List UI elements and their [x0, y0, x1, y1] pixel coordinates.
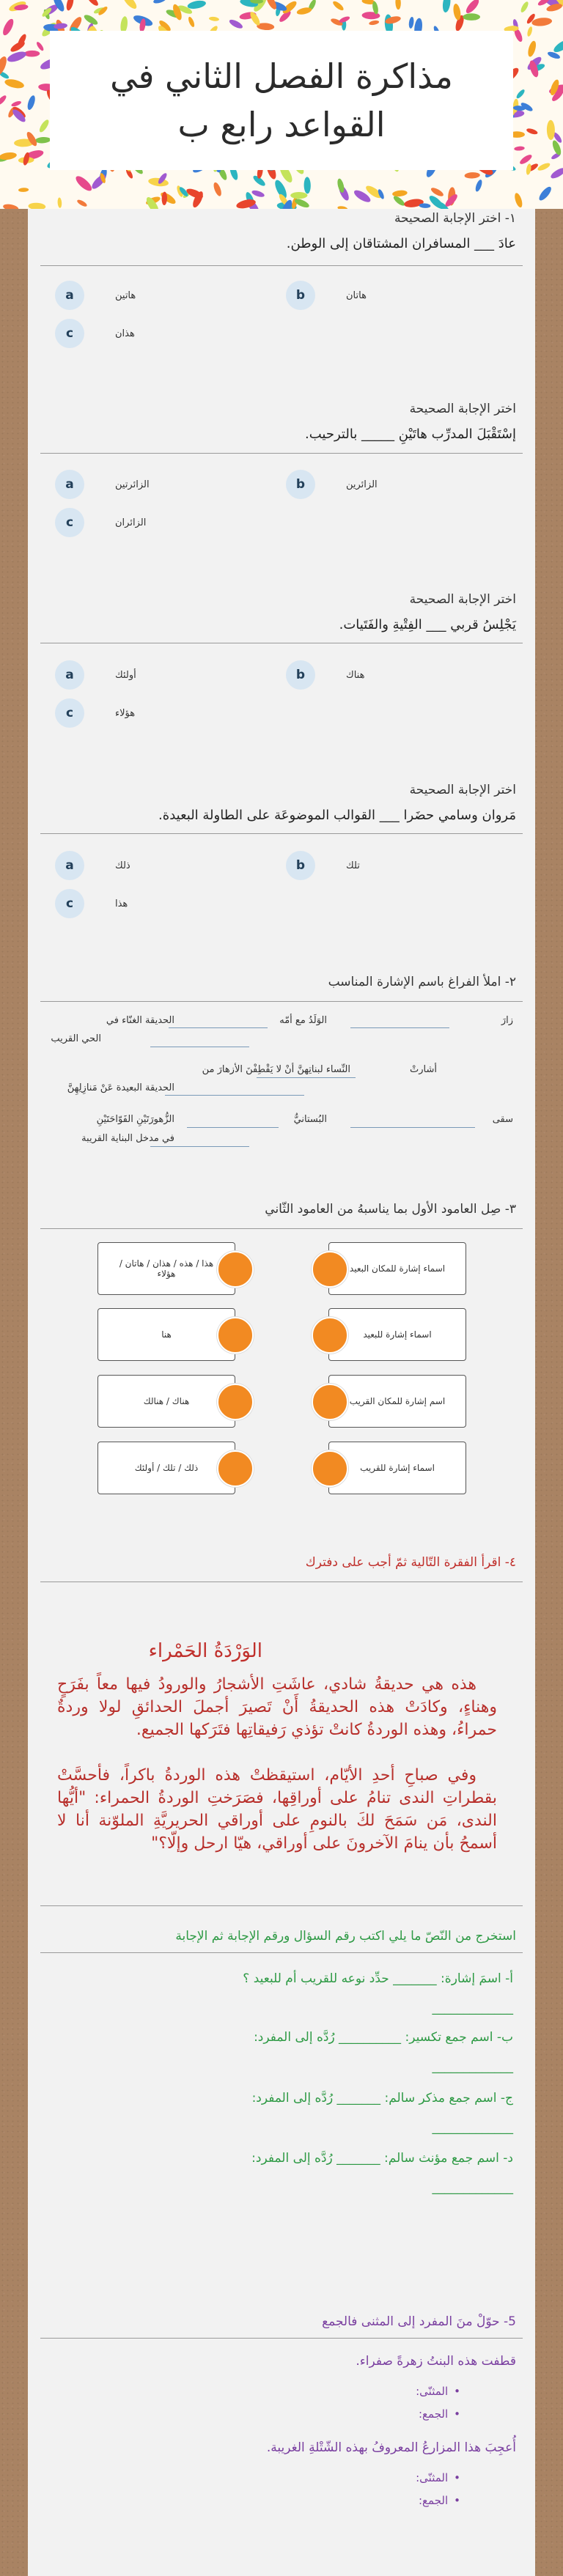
- option-label: هاتان: [346, 289, 367, 301]
- q5-s2-dual: • المثنّى:: [416, 2471, 460, 2484]
- divider: [40, 833, 523, 834]
- q2-row1-end: الحي القريب: [51, 1033, 101, 1044]
- match-left-item[interactable]: هنا: [97, 1308, 235, 1361]
- q1-item2-heading: اختر الإجابة الصحيحة: [409, 402, 516, 416]
- divider: [40, 1228, 523, 1229]
- q1-heading: ١- اختر الإجابة الصحيحة: [394, 211, 516, 226]
- q5-heading: 5- حوّلْ منَ المفرد إلى المثنى فالجمع: [322, 2314, 516, 2329]
- story-title: الوَرْدَةُ الحَمْراء: [148, 1640, 262, 1662]
- option-label: هؤلاء: [115, 707, 136, 719]
- option-label: هاتين: [115, 289, 136, 301]
- option-label: هناك: [346, 669, 365, 681]
- header-banner: [0, 0, 563, 209]
- q4b-item: ب- اسم جمع تكسير: __________ رُدَّه إلى المفرد:: [254, 2030, 513, 2045]
- match-right-dot[interactable]: [312, 1384, 348, 1420]
- option-label: الزائرتين: [115, 479, 150, 490]
- match-left-item[interactable]: ذلك / تلك / أولئك: [97, 1442, 235, 1494]
- q1-item3-sentence: يَجْلِسُ قربي ___ الفِتْيةِ والفَتَيات.: [339, 617, 516, 632]
- q5-s2-plural: • الجمع:: [419, 2494, 460, 2507]
- option-letter-badge: b: [286, 660, 315, 690]
- q1-option-b[interactable]: [286, 660, 364, 690]
- divider: [40, 1905, 523, 1906]
- q2-row1-c: الحديقة الغنّاء في: [106, 1015, 174, 1026]
- option-letter-badge: a: [55, 281, 84, 310]
- match-left-dot[interactable]: [217, 1317, 254, 1354]
- option-letter-badge: b: [286, 470, 315, 499]
- q4b-item: ج- اسم جمع مذكر سالم: _______ رُدَّه إلى المفرد:: [251, 2091, 513, 2106]
- divider: [40, 453, 523, 454]
- q4b-instruction: استخرج من النّصّ ما يلي اكتب رقم السؤال ورقم الإجابة ثم الإجابة: [175, 1929, 516, 1944]
- option-label: هذا: [115, 898, 128, 909]
- q2-row3-a: سقى: [492, 1114, 513, 1125]
- q2-heading: ٢- املأ الفراغ باسم الإشارة المناسب: [328, 975, 516, 989]
- story-paragraph-1: هذه هي حديقةُ شادي، عاشَتِ الأشجارُ والورودُ فيها معاً بفَرَحٍ وهناءٍ، وكادَتْ هذه الحديقةُ أَنْ تَصيرَ أجملَ الحدائقِ لولا وردةٌ حمراءُ، وهذه الوردةُ كانتْ تؤذي رَفيقاتِها فتَرَكها الجميع.: [57, 1675, 497, 1739]
- option-label: تلك: [346, 860, 360, 871]
- divider: [40, 2338, 523, 2339]
- q2-blank[interactable]: [187, 1127, 279, 1128]
- option-letter-badge: c: [55, 889, 84, 918]
- option-letter-badge: b: [286, 281, 315, 310]
- option-label: أولئك: [115, 669, 136, 681]
- q1-option-a[interactable]: [55, 469, 150, 500]
- q1-option-b[interactable]: [286, 280, 367, 311]
- q2-blank[interactable]: [169, 1027, 268, 1028]
- option-letter-badge: a: [55, 470, 84, 499]
- q1-item2-sentence: إسْتَقْبَلَ المدرِّب هاتَيْنِ _____ بالترحيب.: [305, 427, 516, 442]
- q1-option-c[interactable]: [55, 318, 135, 349]
- q1-item1-sentence: عادَ ___ المسافران المشتاقان إلى الوطن.: [286, 236, 516, 251]
- match-right-item[interactable]: اسم إشارة للمكان القريب: [328, 1375, 466, 1428]
- match-right-dot[interactable]: [312, 1450, 348, 1487]
- q2-blank[interactable]: [257, 1077, 356, 1078]
- title-box: [50, 31, 513, 170]
- title-line-1: مذاكرة الفصل الثاني في: [110, 56, 453, 96]
- option-letter-badge: a: [55, 660, 84, 690]
- q1-item4-heading: اختر الإجابة الصحيحة: [409, 783, 516, 797]
- q2-blank[interactable]: [165, 1095, 304, 1096]
- q1-option-c[interactable]: [55, 888, 128, 919]
- divider: [40, 1952, 523, 1953]
- q4b-answer-line[interactable]: _____________: [432, 2180, 513, 2195]
- q4-heading: ٤- اقرأ الفقرة التّالية ثمّ أجب على دفترك: [305, 1555, 516, 1570]
- q4b-item: د- اسم جمع مؤنث سالم: _______ رُدَّه إلى المفرد:: [251, 2151, 513, 2166]
- match-right-item[interactable]: اسماء إشارة للمكان البعيد: [328, 1242, 466, 1295]
- q1-item3-heading: اختر الإجابة الصحيحة: [409, 592, 516, 607]
- option-label: الزائرين: [346, 479, 378, 490]
- option-letter-badge: c: [55, 319, 84, 348]
- divider: [40, 1001, 523, 1002]
- match-left-item[interactable]: هذا / هذه / هذان / هاتان / هؤلاء: [97, 1242, 235, 1295]
- q4b-item: أ- اسمَ إشارة: _______ حدِّد نوعه للقريب أم للبعيد ؟: [243, 1971, 513, 1986]
- q1-option-b[interactable]: [286, 469, 378, 500]
- match-left-item[interactable]: هناك / هنالك: [97, 1375, 235, 1428]
- q1-option-a[interactable]: [55, 850, 130, 881]
- match-left-dot[interactable]: [217, 1251, 254, 1288]
- q1-option-a[interactable]: [55, 280, 136, 311]
- q2-row3-c: الزُّهورَتَيْنِ الفَوّاحَتَيْنِ: [96, 1114, 174, 1125]
- q1-option-a[interactable]: [55, 660, 136, 690]
- q1-option-c[interactable]: [55, 698, 135, 728]
- match-right-item[interactable]: اسماء إشارة للقريب: [328, 1442, 466, 1494]
- option-label: ذلك: [115, 860, 130, 871]
- option-letter-badge: c: [55, 698, 84, 728]
- q4b-answer-line[interactable]: _____________: [432, 2120, 513, 2135]
- q2-blank[interactable]: [350, 1027, 449, 1028]
- match-left-dot[interactable]: [217, 1384, 254, 1420]
- q2-row3-end: في مدخل البناية القريبة: [81, 1133, 174, 1144]
- q2-row2-b: النِّساء لبناتِهنَّ أنْ لا يَقْطِفْنَ الأزهارَ من: [202, 1064, 350, 1075]
- option-letter-badge: c: [55, 508, 84, 537]
- q5-s1-dual: • المثنّى:: [416, 2385, 460, 2398]
- q2-row2-end: الحديقة البعيدة عَنْ مَنازِلِهِنَّ: [67, 1082, 174, 1093]
- q1-item4-sentence: مَروان وسامي حضَرا ___ القوالب الموضوعَة على الطاولة البعيدة.: [158, 808, 516, 823]
- q2-row1-b: الوَلَدُ مع أمّه: [279, 1015, 327, 1026]
- q5-sentence-1: قطفت هذه البنتُ زهرةً صفراء.: [356, 2354, 516, 2369]
- q1-option-b[interactable]: [286, 850, 360, 881]
- q3-heading: ٣- صِل العامود الأول بما يناسبهُ من العامود الثّاني: [265, 1202, 516, 1217]
- q1-option-c[interactable]: [55, 507, 146, 538]
- q2-row1-a: زارَ: [501, 1015, 513, 1026]
- option-label: هذان: [115, 328, 135, 339]
- q5-sentence-2: أُعجِبَ هذا المزارعُ المعروفُ بهذه الشّتْلةِ الغريبة.: [266, 2440, 516, 2455]
- option-label: الزائران: [115, 517, 147, 528]
- option-letter-badge: b: [286, 851, 315, 880]
- divider: [40, 265, 523, 266]
- q2-row2-a: أشارتْ: [410, 1064, 437, 1075]
- q2-blank[interactable]: [150, 1146, 249, 1147]
- story-paragraph-2: وفي صباحِ أحدِ الأيّام، استيقظتْ هذه الوردةُ باكراً، فأحسَّتْ بقطراتِ الندى تنامُ على أوراقِها، فصَرَختِ الوردةُ الحمراء: "أيُّها الندى، مَن سَمَحَ لكَ بالنومِ على أوراقي الحريريَّةِ الملوّنة أنا لا أسمحُ بأن ينامَ الآخرونَ على أوراقي، هيّا ارحل وإلّا؟": [57, 1766, 497, 1853]
- q2-row3-b: البُستانيُّ: [293, 1114, 327, 1125]
- match-right-item[interactable]: اسماء إشارة للبعيد: [328, 1308, 466, 1361]
- match-left-dot[interactable]: [217, 1450, 254, 1487]
- q5-s1-plural: • الجمع:: [419, 2407, 460, 2421]
- option-letter-badge: a: [55, 851, 84, 880]
- q4b-answer-line[interactable]: _____________: [432, 2059, 513, 2074]
- match-right-dot[interactable]: [312, 1317, 348, 1354]
- match-right-dot[interactable]: [312, 1251, 348, 1288]
- title-line-2: القواعد رابع ب: [177, 105, 386, 144]
- q2-blank[interactable]: [350, 1127, 475, 1128]
- q4b-answer-line[interactable]: _____________: [432, 2001, 513, 2015]
